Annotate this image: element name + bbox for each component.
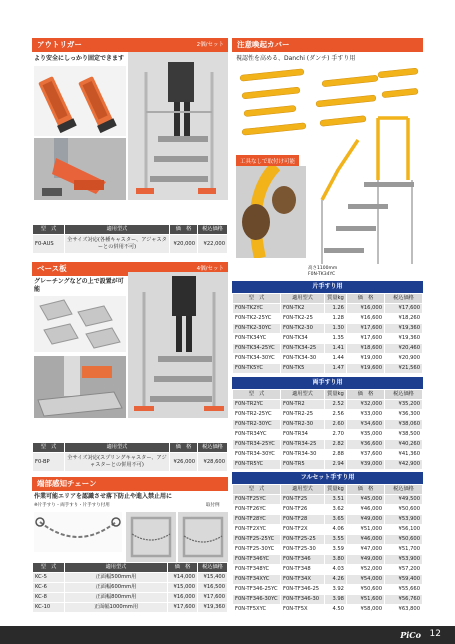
- base-photo-closeup: [34, 356, 126, 418]
- cell: 2.56: [325, 410, 347, 420]
- cell: 3.51: [325, 495, 347, 505]
- cell: KC-5: [33, 573, 65, 583]
- cell: F0N-TK2-25: [281, 314, 325, 324]
- cell: ¥38,060: [385, 420, 423, 430]
- base-unit: 4個/セット: [196, 266, 224, 272]
- chain-photo-label: 取付例: [206, 503, 220, 508]
- cell: ¥15,400: [198, 573, 228, 583]
- cell: 1.44: [325, 354, 347, 364]
- page-number: 12: [429, 629, 441, 639]
- cell: 3.55: [325, 535, 347, 545]
- cell: ¥19,360: [385, 334, 423, 344]
- cell: F0N-TF25-25YC: [233, 535, 281, 545]
- table-row: [233, 505, 423, 515]
- cell: F0N-TF26: [281, 505, 325, 515]
- col-model: 型 式: [33, 443, 65, 453]
- table-row: [233, 344, 423, 354]
- cell: ¥20,460: [385, 344, 423, 354]
- cell: ¥35,200: [385, 400, 423, 410]
- cell: ¥16,600: [347, 314, 385, 324]
- cover-header: [232, 38, 423, 52]
- col-fit: 適用型式: [281, 294, 325, 304]
- cell: F0N-TF25: [281, 495, 325, 505]
- cell: 2.60: [325, 420, 347, 430]
- outrigger-header: [32, 38, 228, 52]
- outrigger-photo-pair: [34, 66, 126, 136]
- table-row: [233, 334, 423, 344]
- table-row: [33, 573, 228, 583]
- cell: ¥40,260: [385, 440, 423, 450]
- col-price: 価 格: [170, 443, 198, 453]
- cell: F0N-TR2-25: [281, 410, 325, 420]
- cell: F0N-TF26YC: [233, 505, 281, 515]
- cell: ¥63,800: [385, 605, 423, 615]
- cell: ¥16,500: [198, 583, 228, 593]
- col-tax: 税込価格: [385, 294, 423, 304]
- cell: ¥19,360: [385, 324, 423, 334]
- col-tax: 税込価格: [198, 225, 228, 235]
- cell: F0N-TK34-30YC: [233, 354, 281, 364]
- cell: F0N-TR34: [281, 430, 325, 440]
- cell: 1.47: [325, 364, 347, 374]
- cell: ¥53,900: [385, 515, 423, 525]
- cell: F0N-TR2-25YC: [233, 410, 281, 420]
- col-tax: 税込価格: [198, 443, 228, 453]
- cell: F0N-TK34-25YC: [233, 344, 281, 354]
- cell: 4.03: [325, 565, 347, 575]
- table-full: [232, 472, 423, 615]
- cell: ¥32,000: [347, 400, 385, 410]
- table-row: [233, 585, 423, 595]
- cell: ¥50,600: [385, 505, 423, 515]
- cell: ¥34,600: [347, 420, 385, 430]
- cell: F0N-TF34X: [281, 575, 325, 585]
- cell: ¥35,000: [347, 430, 385, 440]
- base-desc: グレーチングなどの上で設置が可能: [34, 278, 124, 293]
- cell: ¥49,500: [385, 495, 423, 505]
- cell: 3.98: [325, 595, 347, 605]
- table-row: [233, 354, 423, 364]
- col-fit: 適用型式: [65, 443, 170, 453]
- cell: F0N-TR34-25YC: [233, 440, 281, 450]
- cell: 1.26: [325, 304, 347, 314]
- table-one-title: 片手すり用: [232, 281, 423, 293]
- outrigger-tax: ¥22,000: [198, 235, 228, 254]
- cell: ¥17,600: [168, 603, 198, 613]
- table-row: [233, 565, 423, 575]
- cell: ¥56,760: [385, 595, 423, 605]
- outrigger-price: ¥20,000: [170, 235, 198, 254]
- cell: F0N-TF346-30YC: [233, 595, 281, 605]
- cell: F0N-TF346YC: [233, 555, 281, 565]
- chain-photo-product: [34, 512, 122, 552]
- cell: 正面幅1000mm用: [65, 603, 168, 613]
- cell: F0N-TR2-30: [281, 420, 325, 430]
- col-tax: 税込価格: [385, 485, 423, 495]
- cover-desc: 視認性を高める、Danchi (ダンチ) 手すり用: [236, 55, 356, 62]
- col-model: 型 式: [233, 294, 281, 304]
- table-row: [233, 595, 423, 605]
- cell: ¥19,600: [347, 364, 385, 374]
- cell: 1.41: [325, 344, 347, 354]
- table-row: [233, 535, 423, 545]
- cell: F0N-TF346: [281, 555, 325, 565]
- cell: ¥57,200: [385, 565, 423, 575]
- cell: 1.30: [325, 324, 347, 334]
- footer-bar: [0, 626, 455, 644]
- cell: F0N-TF346-30: [281, 595, 325, 605]
- cell: F0N-TF346-25: [281, 585, 325, 595]
- col-fit: 適用型式: [281, 390, 325, 400]
- cell: F0N-TK34: [281, 334, 325, 344]
- cell: 1.35: [325, 334, 347, 344]
- table-row: [233, 605, 423, 615]
- cell: ¥18,600: [347, 344, 385, 354]
- col-fit: 適用型式: [281, 485, 325, 495]
- table-row: [233, 515, 423, 525]
- base-price: ¥26,000: [170, 453, 198, 472]
- cell: F0N-TK2-25YC: [233, 314, 281, 324]
- chain-note: ※片手すり・両手すり・片手すり付用: [34, 503, 110, 508]
- cell: ¥19,000: [347, 354, 385, 364]
- cell: F0N-TF25YC: [233, 495, 281, 505]
- col-fit: 適用型式: [65, 225, 170, 235]
- cell: ¥39,000: [347, 460, 385, 470]
- cell: ¥50,600: [347, 585, 385, 595]
- cell: F0N-TK2-30YC: [233, 324, 281, 334]
- table-row: [233, 460, 423, 470]
- cell: F0N-TR2: [281, 400, 325, 410]
- cell: ¥49,000: [347, 555, 385, 565]
- col-weight: 質量kg: [325, 390, 347, 400]
- cell: F0N-TK34-30: [281, 354, 325, 364]
- table-row: [33, 603, 228, 613]
- cell: ¥47,000: [347, 545, 385, 555]
- table-row: [233, 440, 423, 450]
- table-row: [233, 430, 423, 440]
- cell: 正面幅600mm用: [65, 583, 168, 593]
- table-full-title: フルセット手すり用: [232, 472, 423, 484]
- cell: F0N-TF2X: [281, 525, 325, 535]
- cell: ¥55,660: [385, 585, 423, 595]
- cell: 2.82: [325, 440, 347, 450]
- cell: KC-6: [33, 583, 65, 593]
- outrigger-model: F0-AUS: [33, 235, 65, 254]
- col-price: 価 格: [168, 563, 198, 573]
- chain-photo-example1: [126, 512, 176, 562]
- cell: 2.88: [325, 450, 347, 460]
- cell: F0N-TF28: [281, 515, 325, 525]
- cell: ¥33,000: [347, 410, 385, 420]
- table-row: [233, 525, 423, 535]
- cell: ¥56,100: [385, 525, 423, 535]
- cell: 3.62: [325, 505, 347, 515]
- cell: ¥15,000: [168, 583, 198, 593]
- cell: 2.70: [325, 430, 347, 440]
- table-row: [33, 583, 228, 593]
- cell: F0N-TF25-25: [281, 535, 325, 545]
- table-two-title: 両手すり用: [232, 377, 423, 389]
- cell: F0N-TF34XYC: [233, 575, 281, 585]
- base-tax: ¥28,600: [198, 453, 228, 472]
- cell: ¥16,000: [168, 593, 198, 603]
- col-tax: 税込価格: [198, 563, 228, 573]
- cell: ¥58,000: [347, 605, 385, 615]
- table-two: [232, 377, 423, 470]
- chain-header: [32, 477, 228, 491]
- cell: F0N-TF2XYC: [233, 525, 281, 535]
- chain-photo-example2: [178, 512, 228, 562]
- table-row: [233, 545, 423, 555]
- cell: 4.26: [325, 575, 347, 585]
- cell: 1.28: [325, 314, 347, 324]
- col-model: 型 式: [33, 563, 65, 573]
- cell: ¥17,600: [347, 324, 385, 334]
- cell: F0N-TK2YC: [233, 304, 281, 314]
- cell: F0N-TK2: [281, 304, 325, 314]
- table-row: [233, 450, 423, 460]
- base-photo-ladder: [128, 272, 228, 418]
- table-one: [232, 281, 423, 374]
- cell: ¥17,600: [198, 593, 228, 603]
- cell: F0N-TR5YC: [233, 460, 281, 470]
- table-row: [233, 575, 423, 585]
- cell: F0N-TF346-25YC: [233, 585, 281, 595]
- base-photo-plates: [34, 296, 126, 352]
- table-row: [233, 420, 423, 430]
- cover-tool-label: 工具なしで取付け可能: [236, 155, 299, 167]
- cell: F0N-TF28YC: [233, 515, 281, 525]
- cell: ¥52,000: [347, 565, 385, 575]
- base-model: F0-BP: [33, 453, 65, 472]
- cell: ¥36,600: [347, 440, 385, 450]
- chain-desc: 作業可能エリアを認識させ落下防止や進入禁止用に: [34, 493, 173, 500]
- cell: ¥46,000: [347, 505, 385, 515]
- col-model: 型 式: [233, 390, 281, 400]
- cell: 4.06: [325, 525, 347, 535]
- cell: F0N-TR2-30YC: [233, 420, 281, 430]
- cell: 正面幅500mm用: [65, 573, 168, 583]
- col-price: 価 格: [347, 390, 385, 400]
- table-row: [233, 555, 423, 565]
- table-row: [233, 304, 423, 314]
- cell: F0N-TR34-30: [281, 450, 325, 460]
- cell: ¥51,700: [385, 545, 423, 555]
- cell: KC-10: [33, 603, 65, 613]
- col-price: 価 格: [347, 294, 385, 304]
- cell: ¥38,500: [385, 430, 423, 440]
- cell: ¥54,000: [347, 575, 385, 585]
- cell: 3.80: [325, 555, 347, 565]
- cell: ¥41,360: [385, 450, 423, 460]
- cell: ¥37,600: [347, 450, 385, 460]
- cell: KC-8: [33, 593, 65, 603]
- cell: 3.92: [325, 585, 347, 595]
- cell: ¥51,000: [347, 525, 385, 535]
- outrigger-fit: 全サイズ対応(各種キャスター、アジャスターとの併用不可): [65, 235, 170, 254]
- cell: 3.65: [325, 515, 347, 525]
- cell: ¥36,300: [385, 410, 423, 420]
- col-fit: 適用型式: [65, 563, 168, 573]
- cell: F0N-TR34-25: [281, 440, 325, 450]
- col-price: 価 格: [170, 225, 198, 235]
- cell: F0N-TF5XYC: [233, 605, 281, 615]
- table-row: [233, 400, 423, 410]
- brand-logo: PiCo: [400, 630, 421, 640]
- cell: F0N-TK34-25: [281, 344, 325, 354]
- cell: F0N-TR5: [281, 460, 325, 470]
- cell: 2.52: [325, 400, 347, 410]
- cell: 2.94: [325, 460, 347, 470]
- cell: ¥45,000: [347, 495, 385, 505]
- cell: F0N-TF5X: [281, 605, 325, 615]
- cover-size-note: 高さ1100mm F0N-TK34YC: [308, 266, 338, 277]
- cell: ¥59,400: [385, 575, 423, 585]
- col-weight: 質量kg: [325, 485, 347, 495]
- outrigger-photo-closeup: [34, 138, 126, 200]
- outrigger-desc: より安全にしっかり固定できます: [34, 55, 125, 62]
- cell: F0N-TK2-30: [281, 324, 325, 334]
- cell: ¥46,000: [347, 535, 385, 545]
- cell: F0N-TR34-30YC: [233, 450, 281, 460]
- outrigger-unit: 2個/セット: [196, 42, 224, 48]
- cell: ¥42,900: [385, 460, 423, 470]
- chain-title: 端部感知チェーン: [37, 479, 97, 488]
- table-row: [233, 364, 423, 374]
- cell: F0N-TK34YC: [233, 334, 281, 344]
- cell: ¥16,000: [347, 304, 385, 314]
- cell: ¥18,260: [385, 314, 423, 324]
- col-tax: 税込価格: [385, 390, 423, 400]
- cell: F0N-TF25-30: [281, 545, 325, 555]
- table-row: [33, 593, 228, 603]
- cell: 4.50: [325, 605, 347, 615]
- table-row: [233, 410, 423, 420]
- cell: F0N-TK5YC: [233, 364, 281, 374]
- cell: ¥49,000: [347, 515, 385, 525]
- cover-title: 注意喚起カバー: [237, 40, 290, 49]
- cell: F0N-TF25-30YC: [233, 545, 281, 555]
- col-model: 型 式: [33, 225, 65, 235]
- cell: ¥21,560: [385, 364, 423, 374]
- cell: ¥17,600: [347, 334, 385, 344]
- cell: F0N-TF348YC: [233, 565, 281, 575]
- cell: ¥14,000: [168, 573, 198, 583]
- base-title: ベース板: [37, 264, 67, 273]
- outrigger-photo-ladder: [128, 52, 228, 200]
- base-spec-table: [32, 442, 228, 472]
- cell: ¥51,600: [347, 595, 385, 605]
- cover-photo-ladder: [308, 100, 423, 270]
- base-fit: 全サイズ対応(スプリングキャスター、アジャスターとの併用不可): [65, 453, 170, 472]
- col-price: 価 格: [347, 485, 385, 495]
- col-weight: 質量kg: [325, 294, 347, 304]
- cell: ¥20,900: [385, 354, 423, 364]
- table-row: [233, 324, 423, 334]
- cell: 正面幅800mm用: [65, 593, 168, 603]
- table-row: [233, 314, 423, 324]
- cell: ¥50,600: [385, 535, 423, 545]
- cell: F0N-TR34YC: [233, 430, 281, 440]
- cell: F0N-TF348: [281, 565, 325, 575]
- chain-spec-table: [32, 562, 228, 613]
- cell: F0N-TK5: [281, 364, 325, 374]
- cover-photo-hands: [236, 166, 306, 258]
- table-row: [233, 495, 423, 505]
- cell: 3.59: [325, 545, 347, 555]
- col-model: 型 式: [233, 485, 281, 495]
- outrigger-spec-table: [32, 224, 228, 254]
- cell: F0N-TR2YC: [233, 400, 281, 410]
- cell: ¥53,900: [385, 555, 423, 565]
- cell: ¥17,600: [385, 304, 423, 314]
- cell: ¥19,360: [198, 603, 228, 613]
- outrigger-title: アウトリガー: [37, 40, 82, 49]
